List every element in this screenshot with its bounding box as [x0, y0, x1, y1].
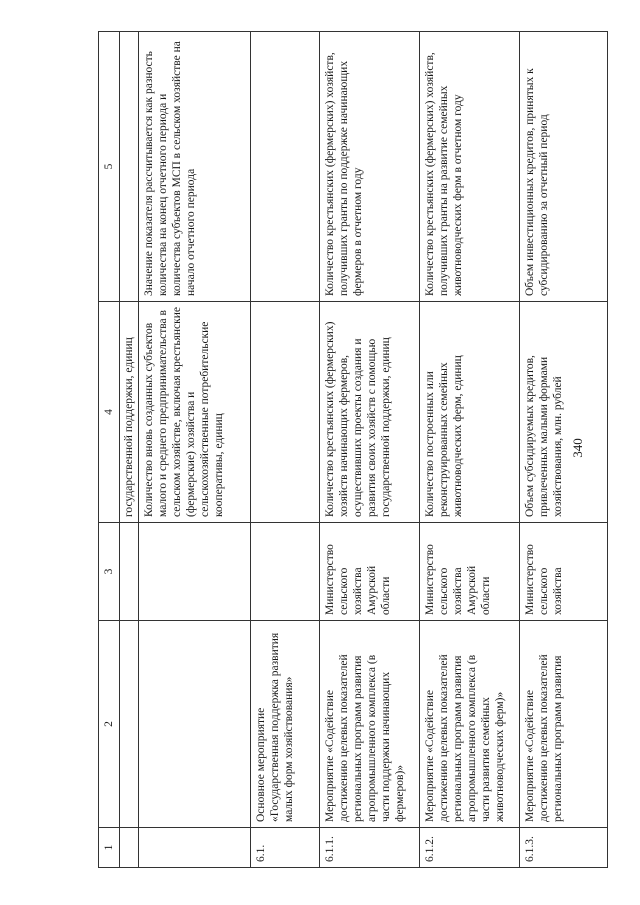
row-number: 6.1.: [251, 828, 320, 868]
continuation-row: [120, 32, 139, 868]
method-cell: Количество крестьянских (фермерских) хозяйств, получивших гранты на развитие семейных животноводческих ферм в отчетном году: [420, 32, 520, 302]
indicator-cell: [251, 302, 320, 523]
executor-cell: [139, 523, 251, 621]
table-row: [251, 32, 320, 868]
row-number: 6.1.3.: [520, 828, 608, 868]
cont-cell-1: [120, 828, 139, 868]
executor-cell: [251, 523, 320, 621]
measure-cell: Мероприятие «Содействие достижению целевых показателей региональных программ развития: [520, 621, 608, 828]
indicator-cell: Объем субсидируемых кредитов, привлеченных малыми формами хозяйствования, млн. рублей: [520, 302, 608, 523]
method-cell: Значение показателя рассчитывается как разность количества на конец отчетного периода и количества субъектов МСП в сельском хозяйстве на начало отчетного периода: [139, 32, 251, 302]
indicators-table: [98, 31, 608, 868]
header-col-3: 3: [99, 523, 120, 621]
indicator-cell: Количество крестьянских (фермерских) хозяйств начинающих фермеров, осуществивших проекты создания и развития своих хозяйств с помощью государственной поддержки, единиц: [320, 302, 420, 523]
row-number: [139, 828, 251, 868]
method-cell: Объем инвестиционных кредитов, принятых к субсидированию за отчетный период: [520, 32, 608, 302]
table-row: [420, 32, 520, 868]
cont-cell-2: [120, 621, 139, 828]
rotated-table-wrapper: [98, 32, 608, 868]
measure-cell: Основное мероприятие «Государственная поддержка развития малых форм хозяйствования»: [251, 621, 320, 828]
executor-cell: Министерство сельского хозяйства: [520, 523, 608, 621]
executor-cell: Министерство сельского хозяйства Амурской области: [420, 523, 520, 621]
method-cell: Количество крестьянских (фермерских) хозяйств, получивших гранты по поддержке начинающих фермеров в отчетном году: [320, 32, 420, 302]
cont-cell-3: [120, 523, 139, 621]
table-row: [320, 32, 420, 868]
header-col-5: 5: [99, 32, 120, 302]
cont-cell-5: [120, 32, 139, 302]
indicator-cell: Количество построенных или реконструированных семейных животноводческих ферм, единиц: [420, 302, 520, 523]
method-cell: [251, 32, 320, 302]
measure-cell: [139, 621, 251, 828]
table-row: [520, 32, 608, 868]
measure-cell: Мероприятие «Содействие достижению целевых показателей региональных программ развития агропромышленного комплекса (в части развития семейных животноводческих ферм)»: [420, 621, 520, 828]
row-number: 6.1.2.: [420, 828, 520, 868]
header-col-4: 4: [99, 302, 120, 523]
page-number: 340: [569, 438, 585, 458]
header-col-1: 1: [99, 828, 120, 868]
header-col-2: 2: [99, 621, 120, 828]
table-row: [139, 32, 251, 868]
executor-cell: Министерство сельского хозяйства Амурской области: [320, 523, 420, 621]
row-number: 6.1.1.: [320, 828, 420, 868]
indicator-cell: Количество вновь созданных субъектов малого и среднего предпринимательства в сельском хозяйстве, включая крестьянские (фермерские) хозяйства и сельскохозяйственные потребительские кооперативы, единиц: [139, 302, 251, 523]
cont-cell-4: государственной поддержки, единиц: [120, 302, 139, 523]
measure-cell: Мероприятие «Содействие достижению целевых показателей региональных программ развития агропромышленного комплекса (в части поддержки начинающих фермеров)»: [320, 621, 420, 828]
header-row: [99, 32, 120, 868]
